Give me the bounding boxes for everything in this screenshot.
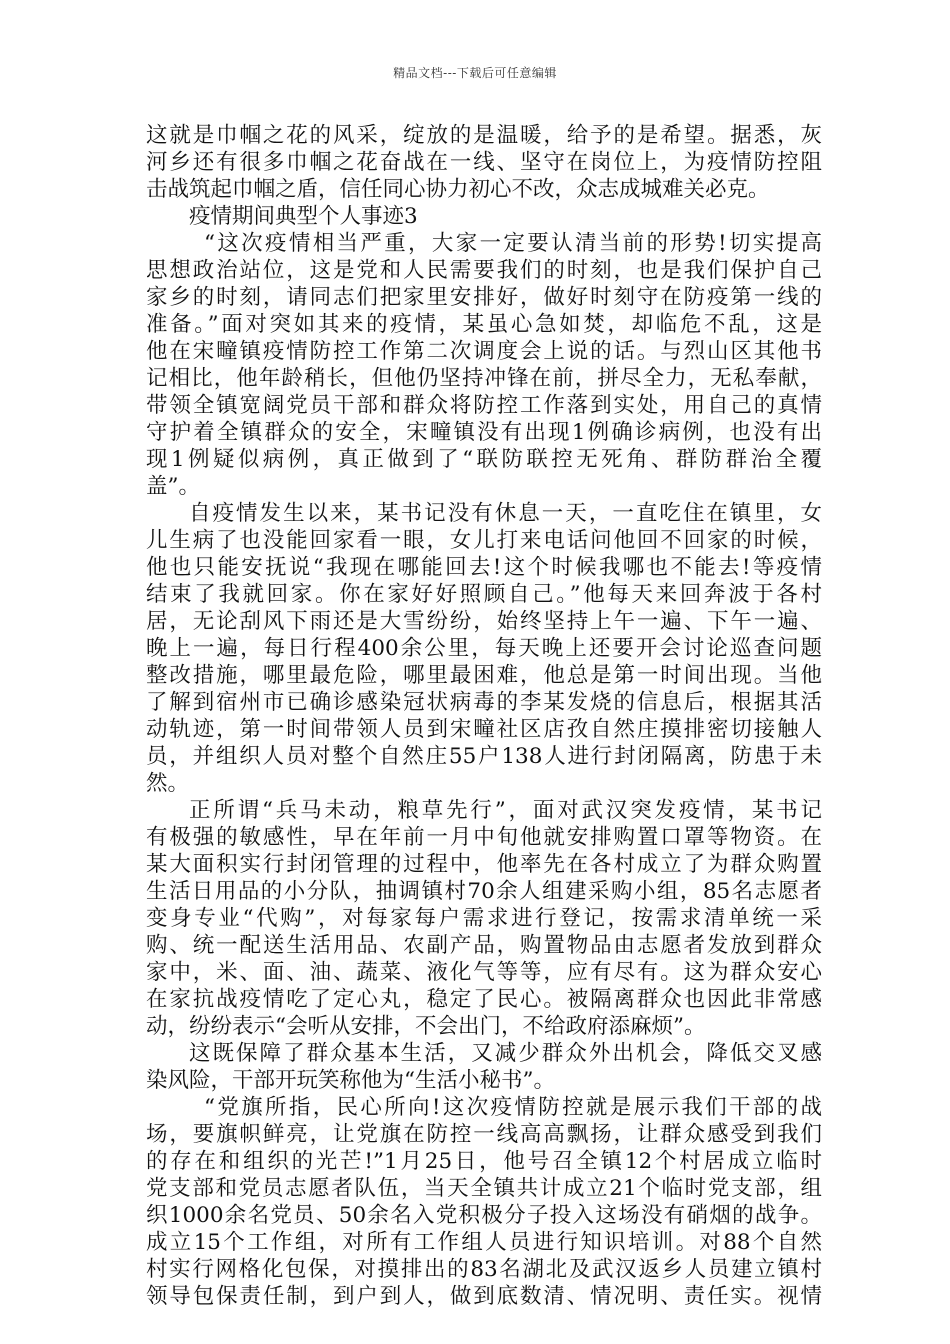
text-line: 变身专业“代购”，对每家每户需求进行登记，按需求清单统一采 — [146, 906, 822, 931]
text-line: 现1例疑似病例，真正做到了“联防联控无死角、群防群治全覆 — [146, 447, 822, 472]
text-line: 晚上一遍，每日行程400余公里，每天晚上还要开会讨论巡查问题 — [146, 636, 822, 661]
text-line: 生活日用品的小分队，抽调镇村70余人组建采购小组，85名志愿者 — [146, 879, 822, 904]
text-line: 党支部和党员志愿者队伍，当天全镇共计成立21个临时党支部，组 — [146, 1176, 822, 1201]
text-line: 自疫情发生以来，某书记没有休息一天，一直吃住在镇里，女 — [189, 501, 822, 526]
text-line: 染风险，干部开玩笑称他为“生活小秘书”。 — [146, 1068, 555, 1093]
text-line: 他在宋疃镇疫情防控工作第二次调度会上说的话。与烈山区其他书 — [146, 339, 822, 364]
section-heading: 疫情期间典型个人事迹3 — [189, 204, 418, 229]
text-line: 的存在和组织的光芒!”1月25日，他号召全镇12个村居成立临时 — [146, 1149, 822, 1174]
text-line: 守护着全镇群众的安全，宋疃镇没有出现1例确诊病例，也没有出 — [146, 420, 822, 445]
text-line: 然。 — [146, 771, 190, 796]
text-line: 有极强的敏感性，早在年前一月中旬他就安排购置口罩等物资。在 — [146, 825, 822, 850]
text-line: 记相比，他年龄稍长，但他仍坚持冲锋在前，拼尽全力，无私奉献， — [146, 366, 822, 391]
text-line: 领导包保责任制，到户到人，做到底数清、情况明、责任实。视情 — [146, 1284, 822, 1309]
text-line: 购、统一配送生活用品、农副产品，购置物品由志愿者发放到群众 — [146, 933, 822, 958]
text-line: 员，并组织人员对整个自然庄55户138人进行封闭隔离，防患于未 — [146, 744, 822, 769]
text-line: 河乡还有很多巾帼之花奋战在一线、坚守在岗位上，为疫情防控阻 — [146, 150, 822, 175]
text-line: 成立15个工作组，对所有工作组人员进行知识培训。对88个自然 — [146, 1230, 822, 1255]
text-line: 整改措施，哪里最危险，哪里最困难，他总是第一时间出现。当他 — [146, 663, 822, 688]
text-line: 动轨迹，第一时间带领人员到宋疃社区店孜自然庄摸排密切接触人 — [146, 717, 822, 742]
text-line: 居，无论刮风下雨还是大雪纷纷，始终坚持上午一遍、下午一遍、 — [146, 609, 822, 634]
text-line: 这就是巾帼之花的风采，绽放的是温暖，给予的是希望。据悉，灰 — [146, 123, 822, 148]
text-line: 他也只能安抚说“我现在哪能回去!这个时候我哪也不能去!等疫情 — [146, 555, 822, 580]
text-line: 儿生病了也没能回家看一眼，女儿打来电话问他回不回家的时候， — [146, 528, 822, 553]
text-line: 盖”。 — [146, 474, 200, 499]
text-line: 动，纷纷表示“会听从安排，不会出门，不给政府添麻烦”。 — [146, 1014, 706, 1039]
document-body — [146, 122, 822, 1310]
text-line: “这次疫情相当严重，大家一定要认清当前的形势!切实提高 — [204, 231, 822, 256]
text-line: 正所谓“兵马未动，粮草先行”，面对武汉突发疫情，某书记 — [189, 798, 822, 823]
text-line: 村实行网格化包保，对摸排出的83名湖北及武汉返乡人员建立镇村 — [146, 1257, 822, 1282]
text-line: 思想政治站位，这是党和人民需要我们的时刻，也是我们保护自己 — [146, 258, 822, 283]
text-line: 在家抗战疫情吃了定心丸，稳定了民心。被隔离群众也因此非常感 — [146, 987, 822, 1012]
text-line: 织1000余名党员、50余名入党积极分子投入这场没有硝烟的战争。 — [146, 1203, 822, 1228]
text-line: 场，要旗帜鲜亮，让党旗在防控一线高高飘扬，让群众感受到我们 — [146, 1122, 822, 1147]
text-line: 家乡的时刻，请同志们把家里安排好，做好时刻守在防疫第一线的 — [146, 285, 822, 310]
text-line: 结束了我就回家。你在家好好照顾自己。”他每天来回奔波于各村 — [146, 582, 822, 607]
text-line: 准备。”面对突如其来的疫情，某虽心急如焚，却临危不乱，这是 — [146, 312, 822, 337]
text-line: 带领全镇宽阔党员干部和群众将防控工作落到实处，用自己的真情 — [146, 393, 822, 418]
text-line: 这既保障了群众基本生活，又减少群众外出机会，降低交叉感 — [189, 1041, 822, 1066]
text-line: 击战筑起巾帼之盾，信任同心协力初心不改，众志成城难关必克。 — [146, 177, 770, 202]
page-header: 精品文档---下载后可任意编辑 — [393, 66, 557, 80]
text-line: “党旗所指，民心所向!这次疫情防控就是展示我们干部的战 — [204, 1095, 822, 1120]
text-line: 某大面积实行封闭管理的过程中，他率先在各村成立了为群众购置 — [146, 852, 822, 877]
text-line: 家中，米、面、油、蔬菜、液化气等等，应有尽有。这为群众安心 — [146, 960, 822, 985]
text-line: 了解到宿州市已确诊感染冠状病毒的李某发烧的信息后，根据其活 — [146, 690, 822, 715]
